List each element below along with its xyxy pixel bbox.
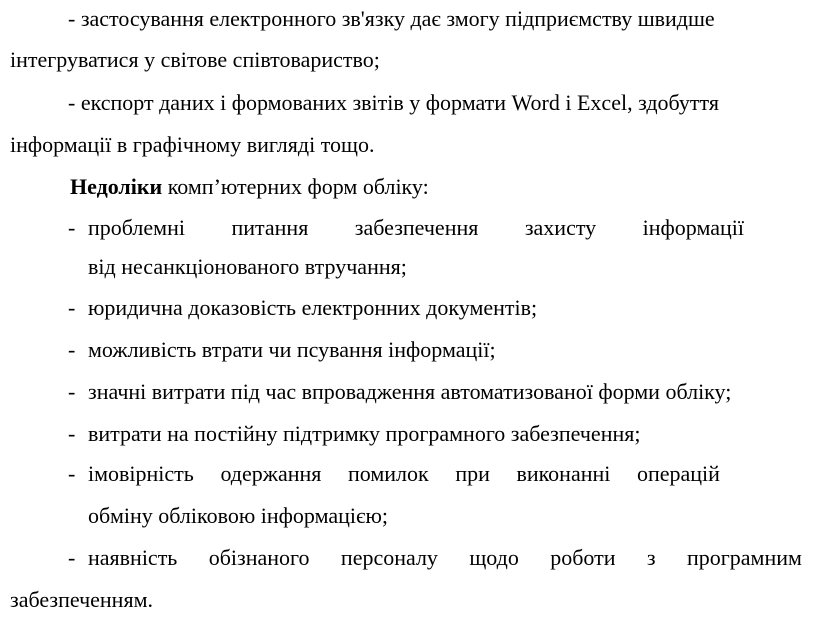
- disadvantages-heading-bold: Недоліки: [70, 174, 163, 199]
- disadvantage-item-7-line-1: [88, 545, 802, 571]
- advantage-item-1-line-1: - застосування електронного зв'язку дає змогу підприємству швидше: [68, 6, 715, 31]
- list-bullet-dash: -: [68, 337, 76, 362]
- disadvantages-heading: [70, 174, 429, 200]
- disadvantage-item-6-line-1: [88, 461, 720, 487]
- advantage-item-2-line-1: - експорт даних і формованих звітів у формати Word і Excel, здобуття: [68, 90, 719, 115]
- word: імовірність: [88, 461, 194, 486]
- word: щодо: [469, 545, 519, 570]
- advantage-item-1-line-2: інтегруватися у світове співтовариство;: [10, 47, 380, 72]
- list-bullet-dash: -: [68, 379, 76, 404]
- list-bullet-dash: -: [68, 295, 76, 320]
- list-bullet-dash: -: [68, 421, 76, 446]
- word: захисту: [524, 215, 597, 240]
- word: забезпечення: [354, 215, 479, 240]
- word: наявність: [88, 545, 178, 570]
- word: роботи: [550, 545, 616, 570]
- disadvantage-item-4: значні витрати під час впровадження автоматизованої форми обліку;: [88, 379, 732, 404]
- disadvantage-item-3: можливість втрати чи псування інформації;: [88, 337, 496, 362]
- disadvantages-heading-text: комп’ютерних форм обліку:: [162, 174, 429, 199]
- disadvantage-item-5: витрати на постійну підтримку програмного забезпечення;: [88, 421, 641, 446]
- word: обізнаного: [208, 545, 310, 570]
- word: помилок: [348, 461, 429, 486]
- disadvantage-item-6-line-2: обміну обліковою інформацією;: [88, 503, 388, 528]
- list-bullet-dash: -: [68, 461, 76, 486]
- list-bullet-dash: -: [68, 545, 76, 570]
- disadvantage-item-1-line-2: від несанкціонованого втручання;: [88, 254, 407, 279]
- word: інформації: [642, 215, 744, 240]
- disadvantage-item-2: юридична доказовість електронних документів;: [88, 295, 538, 320]
- list-bullet-dash: -: [68, 215, 76, 240]
- disadvantage-item-7-line-2: забезпеченням.: [10, 587, 153, 612]
- word: операцій: [636, 461, 720, 486]
- word: питання: [231, 215, 309, 240]
- word: при: [455, 461, 490, 486]
- advantage-item-2-line-2: інформації в графічному вигляді тощо.: [10, 132, 375, 157]
- word: виконанні: [516, 461, 611, 486]
- word: проблемні: [88, 215, 185, 240]
- word: програмним: [687, 545, 802, 570]
- disadvantage-item-1-line-1: [88, 215, 744, 241]
- word: з: [646, 545, 656, 570]
- word: персоналу: [340, 545, 438, 570]
- word: одержання: [220, 461, 322, 486]
